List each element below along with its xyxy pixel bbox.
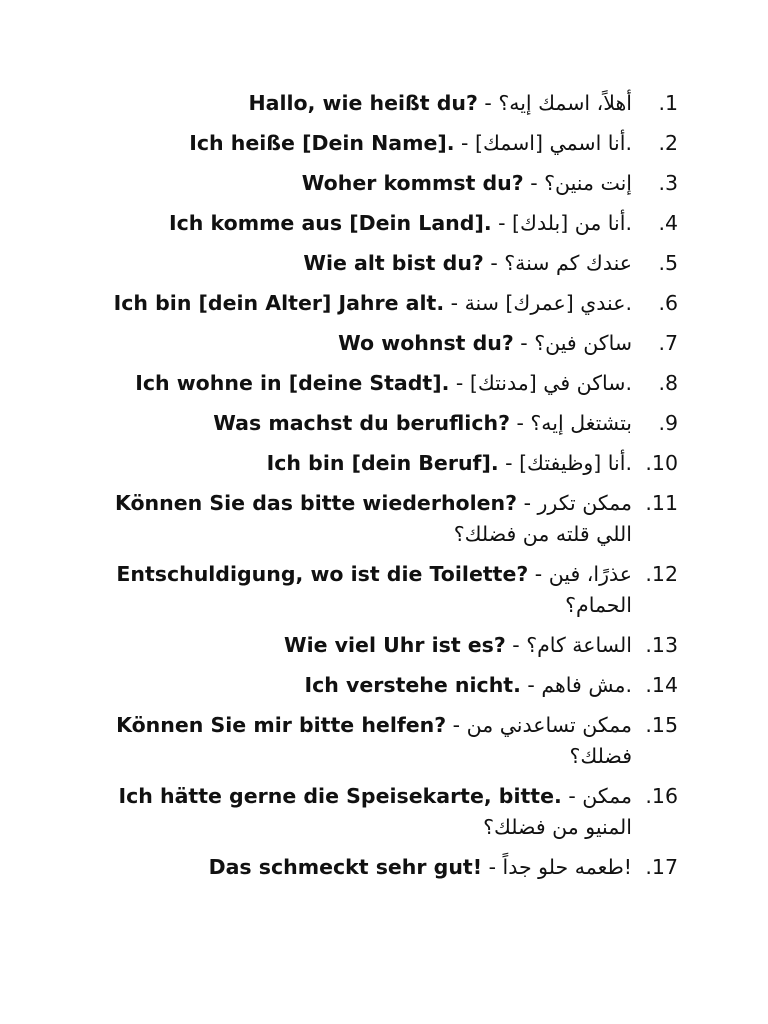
- phrase-text: [90, 248, 632, 279]
- phrase-item: [90, 559, 678, 621]
- phrase-separator: -: [444, 291, 465, 315]
- phrase-number: .14: [645, 673, 678, 697]
- phrase-number: .13: [645, 633, 678, 657]
- german-phrase: Ich hätte gerne die Speisekarte, bitte.: [118, 784, 562, 808]
- phrase-item: [90, 208, 678, 239]
- phrase-item: [90, 670, 678, 701]
- phrase-item: [90, 168, 678, 199]
- phrase-number: .12: [645, 562, 678, 586]
- phrase-number: .6: [658, 291, 678, 315]
- arabic-translation: ممكن المنيو من فضلك؟: [483, 784, 632, 839]
- phrase-text: [90, 328, 632, 359]
- phrase-item: [90, 128, 678, 159]
- phrase-text: [90, 852, 632, 883]
- phrase-number: .7: [658, 331, 678, 355]
- phrase-separator: -: [449, 371, 470, 395]
- phrase-text: [90, 408, 632, 439]
- phrase-text: [90, 208, 632, 239]
- phrase-number: .16: [645, 784, 678, 808]
- german-phrase: Ich bin [dein Beruf].: [266, 451, 499, 475]
- phrase-text: [90, 88, 632, 119]
- german-phrase: Ich heiße [Dein Name].: [189, 131, 455, 155]
- phrase-item: [90, 710, 678, 772]
- phrase-separator: -: [561, 784, 583, 808]
- phrase-text: [90, 288, 632, 319]
- arabic-translation: إنت منين؟: [544, 171, 632, 195]
- phrase-item: [90, 852, 678, 883]
- german-phrase: Wie viel Uhr ist es?: [283, 633, 506, 657]
- arabic-translation: ممكن تساعدني من فضلك؟: [466, 713, 632, 768]
- arabic-translation: ساكن فين؟: [534, 331, 632, 355]
- german-phrase: Hallo, wie heißt du?: [248, 91, 478, 115]
- phrase-number: .10: [645, 451, 678, 475]
- phrase-number: .11: [645, 491, 678, 515]
- phrase-text: [90, 670, 632, 701]
- phrase-number: .5: [658, 251, 678, 275]
- german-phrase: Ich verstehe nicht.: [304, 673, 521, 697]
- german-phrase: Woher kommst du?: [301, 171, 524, 195]
- phrase-text: [90, 710, 632, 772]
- phrase-separator: -: [520, 673, 542, 697]
- german-phrase: Ich wohne in [deine Stadt].: [135, 371, 450, 395]
- german-phrase: Können Sie mir bitte helfen?: [116, 713, 447, 737]
- phrase-separator: -: [513, 331, 535, 355]
- phrase-text: [90, 559, 632, 621]
- phrase-text: [90, 128, 632, 159]
- phrase-list: [90, 88, 678, 883]
- arabic-translation: عذرًا، فين الحمام؟: [548, 562, 632, 617]
- phrase-separator: -: [517, 491, 538, 515]
- phrase-text: [90, 630, 632, 661]
- phrase-text: [90, 781, 632, 843]
- arabic-translation: عندك كم سنة؟: [504, 251, 632, 275]
- phrase-number: .1: [658, 91, 678, 115]
- phrase-item: [90, 488, 678, 550]
- arabic-translation: أهلاً، اسمك إيه؟: [498, 91, 632, 115]
- arabic-translation: بتشتغل إيه؟: [530, 411, 632, 435]
- phrase-separator: -: [523, 171, 545, 195]
- arabic-translation: أنا [وظيفتك].: [519, 451, 632, 475]
- phrase-text: [90, 368, 632, 399]
- arabic-translation: ساكن في [مدنتك].: [469, 371, 632, 395]
- phrase-number: .4: [658, 211, 678, 235]
- arabic-translation: عندي [عمرك] سنة.: [464, 291, 632, 315]
- phrase-number: .17: [645, 855, 678, 879]
- phrase-item: [90, 781, 678, 843]
- phrase-item: [90, 328, 678, 359]
- arabic-translation: أنا من [بلدك].: [512, 211, 632, 235]
- arabic-translation: مش فاهم.: [541, 673, 632, 697]
- phrase-number: .2: [658, 131, 678, 155]
- phrase-item: [90, 288, 678, 319]
- german-phrase: Wo wohnst du?: [338, 331, 514, 355]
- phrase-separator: -: [491, 211, 513, 235]
- phrase-number: .3: [658, 171, 678, 195]
- arabic-translation: ممكن تكرر اللي قلته من فضلك؟: [453, 491, 632, 546]
- phrase-text: [90, 448, 632, 479]
- phrase-separator: -: [505, 633, 527, 657]
- phrase-item: [90, 368, 678, 399]
- german-phrase: Ich bin [dein Alter] Jahre alt.: [113, 291, 445, 315]
- phrase-number: .15: [645, 713, 678, 737]
- phrase-separator: -: [482, 855, 503, 879]
- arabic-translation: الساعة كام؟: [526, 633, 632, 657]
- german-phrase: Wie alt bist du?: [303, 251, 484, 275]
- phrase-separator: -: [498, 451, 520, 475]
- german-phrase: Ich komme aus [Dein Land].: [169, 211, 492, 235]
- arabic-translation: طعمه حلو جداً!: [502, 855, 632, 879]
- phrase-item: [90, 448, 678, 479]
- phrase-text: [90, 168, 632, 199]
- phrase-number: .9: [658, 411, 678, 435]
- document-page: [90, 88, 678, 892]
- german-phrase: Entschuldigung, wo ist die Toilette?: [116, 562, 529, 586]
- german-phrase: Können Sie das bitte wiederholen?: [114, 491, 518, 515]
- phrase-separator: -: [483, 251, 505, 275]
- phrase-item: [90, 88, 678, 119]
- arabic-translation: أنا اسمي [اسمك].: [474, 131, 632, 155]
- phrase-item: [90, 248, 678, 279]
- phrase-text: [90, 488, 632, 550]
- phrase-separator: -: [509, 411, 531, 435]
- phrase-item: [90, 630, 678, 661]
- phrase-separator: -: [454, 131, 475, 155]
- german-phrase: Was machst du beruflich?: [213, 411, 510, 435]
- german-phrase: Das schmeckt sehr gut!: [208, 855, 483, 879]
- phrase-separator: -: [477, 91, 499, 115]
- phrase-item: [90, 408, 678, 439]
- phrase-number: .8: [658, 371, 678, 395]
- phrase-separator: -: [446, 713, 467, 737]
- phrase-separator: -: [528, 562, 549, 586]
